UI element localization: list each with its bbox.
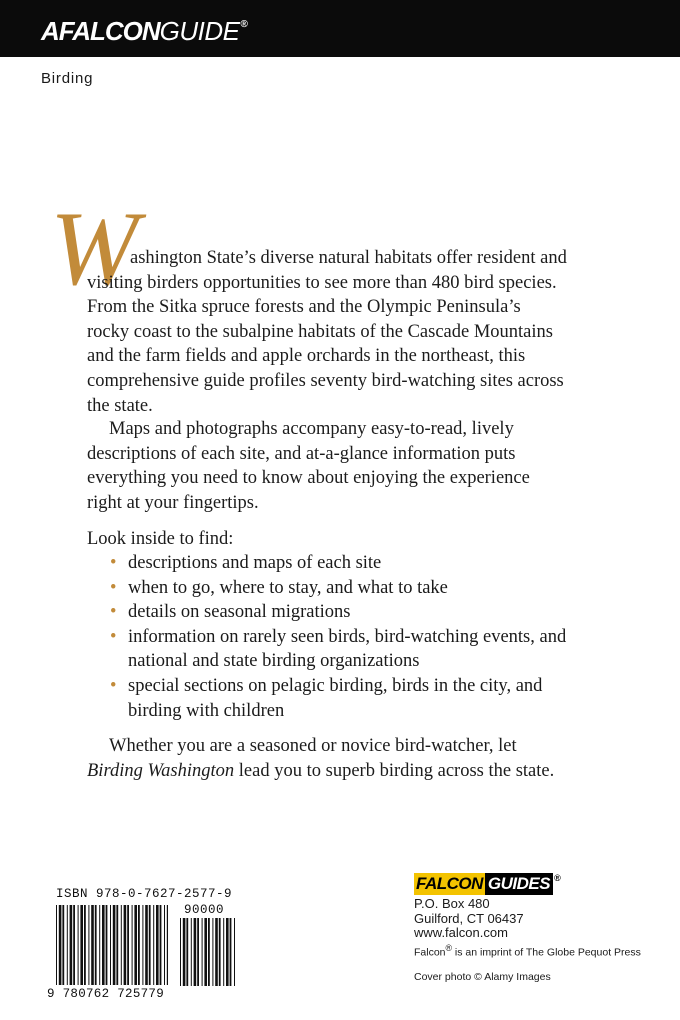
barcode-bar bbox=[88, 905, 89, 985]
barcode-bar bbox=[204, 918, 207, 986]
barcode-bar bbox=[197, 918, 199, 986]
publisher-info bbox=[414, 897, 641, 984]
barcode-bar bbox=[156, 905, 159, 985]
barcode-bar bbox=[116, 905, 118, 985]
barcode-bar bbox=[149, 905, 151, 985]
barcode-bar bbox=[145, 905, 148, 985]
barcode-bar bbox=[121, 905, 122, 985]
publisher-address-line-2: Guilford, CT 06437 bbox=[414, 910, 524, 926]
barcode-bar bbox=[191, 918, 192, 986]
logo-registered-mark: ® bbox=[240, 19, 247, 30]
barcode-bar bbox=[219, 918, 221, 986]
description-paragraph-2: Maps and photographs accompany easy-to-read, lively descriptions of each site, and at-a-glance information puts everything you need to know about enjoying the experience right at your fingertips. bbox=[87, 419, 530, 513]
logo-prefix: A bbox=[41, 16, 59, 46]
look-inside-heading: Look inside to find: bbox=[87, 529, 234, 549]
barcode-bar bbox=[95, 905, 97, 985]
barcode-bar bbox=[84, 905, 86, 985]
list-item: • special sections on pelagic birding, birds in the city, and birding with children bbox=[110, 674, 580, 723]
barcode-bar bbox=[59, 905, 62, 985]
barcode-bar bbox=[73, 905, 75, 985]
category-label: Birding bbox=[41, 70, 94, 87]
barcode-bar bbox=[62, 905, 64, 985]
barcode-bar bbox=[167, 905, 168, 985]
feature-list bbox=[110, 551, 580, 723]
cover-photo-credit: Cover photo © Alamy Images bbox=[414, 970, 551, 983]
description-paragraph-1 bbox=[87, 246, 567, 418]
barcode-bar bbox=[99, 905, 100, 985]
list-item: • when to go, where to stay, and what to take bbox=[110, 576, 580, 601]
barcode-bar bbox=[80, 905, 83, 985]
header-bar bbox=[0, 0, 680, 57]
barcode-bar bbox=[134, 905, 137, 985]
imprint-name: Falcon bbox=[414, 946, 446, 958]
barcode-ean-digits: 9 780762 725779 bbox=[47, 987, 165, 1001]
imprint-note bbox=[414, 941, 641, 960]
barcode-bar bbox=[194, 918, 197, 986]
barcode-bar bbox=[110, 905, 111, 985]
publisher-address-line-1: P.O. Box 480 bbox=[414, 896, 490, 911]
barcode-supplement-digits: 90000 bbox=[184, 903, 225, 917]
list-item: • details on seasonal migrations bbox=[110, 600, 580, 625]
barcode-bar bbox=[132, 905, 133, 985]
falcon-guides-logo bbox=[414, 873, 561, 895]
book-title: Birding Washington bbox=[87, 760, 235, 781]
publisher-logo-falcon: FALCON bbox=[416, 874, 483, 893]
publisher-website: www.falcon.com bbox=[414, 925, 508, 940]
barcode-bar bbox=[138, 905, 140, 985]
imprint-registered-mark: ® bbox=[445, 942, 452, 953]
barcode-bar bbox=[142, 905, 143, 985]
closing-paragraph bbox=[87, 734, 557, 783]
barcode-bar bbox=[230, 918, 232, 986]
barcode-bar bbox=[164, 905, 165, 985]
imprint-text: is an imprint of The Globe Pequot Press bbox=[451, 946, 641, 958]
barcode-bar bbox=[70, 905, 73, 985]
barcode-bar bbox=[180, 918, 181, 986]
isbn-label: ISBN 978-0-7627-2577-9 bbox=[56, 887, 233, 901]
barcode-bar bbox=[56, 905, 57, 985]
barcode-bar bbox=[91, 905, 94, 985]
barcode-bar bbox=[226, 918, 229, 986]
barcode-bar bbox=[202, 918, 203, 986]
barcode-bar bbox=[215, 918, 218, 986]
barcode-bar bbox=[67, 905, 68, 985]
barcode-bar bbox=[160, 905, 162, 985]
barcode-bar bbox=[78, 905, 79, 985]
logo-falcon: FALCON bbox=[58, 16, 160, 46]
logo-guide: GUIDE bbox=[159, 16, 240, 46]
barcode-bar bbox=[208, 918, 210, 986]
barcode-bar bbox=[124, 905, 127, 985]
publisher-logo-guides: GUIDES bbox=[485, 873, 553, 895]
barcode-bar bbox=[106, 905, 108, 985]
barcode-bar bbox=[153, 905, 154, 985]
barcode-bar bbox=[223, 918, 224, 986]
barcode-bar bbox=[183, 918, 186, 986]
paragraph-1-first-line: ashington State’s diverse natural habitats offer resident and bbox=[130, 248, 567, 268]
barcode-icon bbox=[56, 905, 168, 985]
list-item: • information on rarely seen birds, bird-watching events, and national and state birding organizations bbox=[110, 625, 580, 674]
barcode-bar bbox=[186, 918, 188, 986]
drop-cap: W bbox=[50, 190, 139, 307]
paragraph-1-rest: visiting birders opportunities to see more than 480 bird species. From the Sitka spruce forests and the Olympic Peninsula’s rocky coast to the subalpine habitats of the Cascade Mountains and the farm fields and apple orchards in the northeast, this comprehensive guide profiles seventy bird-watching sites across the state. bbox=[87, 272, 564, 416]
closing-text-start: Whether you are a seasoned or novice bird-watcher, let bbox=[109, 736, 517, 756]
barcode-bar bbox=[234, 918, 235, 986]
list-item: • descriptions and maps of each site bbox=[110, 551, 580, 576]
falcon-guide-logo bbox=[41, 16, 247, 46]
publisher-logo-registered-mark: ® bbox=[554, 873, 561, 883]
closing-text-end: lead you to superb birding across the state. bbox=[234, 760, 555, 781]
barcode-bar bbox=[113, 905, 116, 985]
barcode-supplement-icon bbox=[180, 918, 235, 986]
barcode-bar bbox=[102, 905, 105, 985]
barcode-bar bbox=[127, 905, 129, 985]
barcode-bar bbox=[212, 918, 213, 986]
